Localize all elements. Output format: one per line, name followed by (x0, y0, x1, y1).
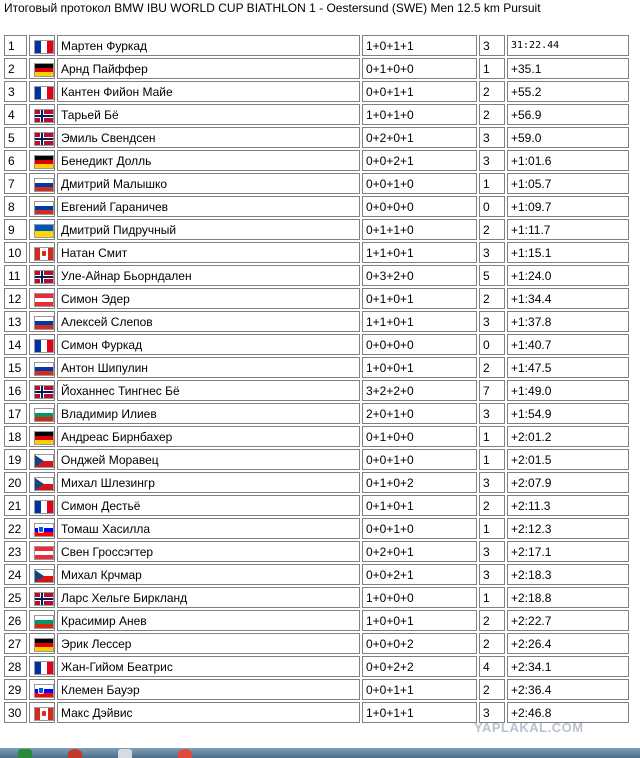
rank-cell: 27 (4, 633, 27, 654)
time-cell: +1:49.0 (507, 380, 629, 401)
misses-cell: 3 (479, 242, 505, 263)
athlete-name-cell: Йоханнес Тингнес Бё (57, 380, 360, 401)
rank-cell: 14 (4, 334, 27, 355)
athlete-name-cell: Тарьей Бё (57, 104, 360, 125)
time-cell: +2:46.8 (507, 702, 629, 723)
rank-cell: 25 (4, 587, 27, 608)
flag-no-icon (35, 110, 53, 122)
athlete-name-cell: Бенедикт Долль (57, 150, 360, 171)
athlete-name-cell: Антон Шипулин (57, 357, 360, 378)
rank-cell: 10 (4, 242, 27, 263)
flag-cell (29, 610, 55, 631)
shooting-cell: 0+3+2+0 (362, 265, 477, 286)
rank-cell: 9 (4, 219, 27, 240)
flag-cell (29, 334, 55, 355)
rank-cell: 15 (4, 357, 27, 378)
misses-cell: 3 (479, 702, 505, 723)
misses-cell: 1 (479, 58, 505, 79)
misses-cell: 7 (479, 380, 505, 401)
time-cell: +1:54.9 (507, 403, 629, 424)
table-row (4, 380, 629, 401)
table-row (4, 679, 629, 700)
flag-cz-icon (35, 455, 53, 467)
table-row (4, 311, 629, 332)
shooting-cell: 0+2+0+1 (362, 127, 477, 148)
rank-cell: 17 (4, 403, 27, 424)
flag-bg-icon (35, 409, 53, 421)
rank-cell: 21 (4, 495, 27, 516)
athlete-name-cell: Андреас Бирнбахер (57, 426, 360, 447)
flag-cell (29, 265, 55, 286)
rank-cell: 11 (4, 265, 27, 286)
flag-si-icon (35, 524, 53, 536)
taskbar-app-icon[interactable] (18, 749, 32, 758)
flag-cell (29, 495, 55, 516)
shooting-cell: 0+0+1+0 (362, 518, 477, 539)
watermark: YAPLAKAL.COM (474, 720, 584, 735)
rank-cell: 20 (4, 472, 27, 493)
table-row (4, 472, 629, 493)
table-row (4, 426, 629, 447)
rank-cell: 28 (4, 656, 27, 677)
time-cell: +2:12.3 (507, 518, 629, 539)
time-cell: +1:37.8 (507, 311, 629, 332)
flag-at-icon (35, 294, 53, 306)
flag-cell (29, 564, 55, 585)
shooting-cell: 1+0+0+1 (362, 357, 477, 378)
shooting-cell: 0+1+0+0 (362, 58, 477, 79)
shooting-cell: 3+2+2+0 (362, 380, 477, 401)
rank-cell: 4 (4, 104, 27, 125)
athlete-name-cell: Жан-Гийом Беатрис (57, 656, 360, 677)
flag-cell (29, 219, 55, 240)
table-row (4, 610, 629, 631)
flag-ru-icon (35, 179, 53, 191)
table-row (4, 173, 629, 194)
flag-cell (29, 104, 55, 125)
table-row (4, 403, 629, 424)
athlete-name-cell: Алексей Слепов (57, 311, 360, 332)
table-row (4, 242, 629, 263)
table-row (4, 495, 629, 516)
rank-cell: 16 (4, 380, 27, 401)
flag-cz-icon (35, 570, 53, 582)
shooting-cell: 1+1+0+1 (362, 242, 477, 263)
misses-cell: 0 (479, 196, 505, 217)
flag-cell (29, 127, 55, 148)
rank-cell: 19 (4, 449, 27, 470)
table-row (4, 196, 629, 217)
athlete-name-cell: Мартен Фуркад (57, 35, 360, 56)
athlete-name-cell: Симон Фуркад (57, 334, 360, 355)
shooting-cell: 0+1+1+0 (362, 219, 477, 240)
time-cell: +1:11.7 (507, 219, 629, 240)
athlete-name-cell: Симон Эдер (57, 288, 360, 309)
misses-cell: 2 (479, 610, 505, 631)
athlete-name-cell: Макс Дэйвис (57, 702, 360, 723)
time-cell: +1:24.0 (507, 265, 629, 286)
flag-cell (29, 426, 55, 447)
flag-cell (29, 679, 55, 700)
flag-cell (29, 541, 55, 562)
shooting-cell: 1+0+1+1 (362, 35, 477, 56)
flag-fr-icon (35, 41, 53, 53)
misses-cell: 3 (479, 403, 505, 424)
misses-cell: 0 (479, 334, 505, 355)
time-cell: +59.0 (507, 127, 629, 148)
athlete-name-cell: Михал Крчмар (57, 564, 360, 585)
shooting-cell: 1+0+1+1 (362, 702, 477, 723)
flag-ru-icon (35, 317, 53, 329)
athlete-name-cell: Дмитрий Малышко (57, 173, 360, 194)
time-cell: +2:34.1 (507, 656, 629, 677)
athlete-name-cell: Кантен Фийон Майе (57, 81, 360, 102)
rank-cell: 3 (4, 81, 27, 102)
table-row (4, 219, 629, 240)
shooting-cell: 0+0+0+0 (362, 196, 477, 217)
shooting-cell: 0+0+2+1 (362, 564, 477, 585)
flag-cell (29, 403, 55, 424)
table-row (4, 334, 629, 355)
flag-cz-icon (35, 478, 53, 490)
flag-cell (29, 449, 55, 470)
time-cell: +1:47.5 (507, 357, 629, 378)
time-cell: +2:26.4 (507, 633, 629, 654)
misses-cell: 2 (479, 219, 505, 240)
rank-cell: 7 (4, 173, 27, 194)
shooting-cell: 0+1+0+1 (362, 495, 477, 516)
flag-cell (29, 633, 55, 654)
rank-cell: 8 (4, 196, 27, 217)
flag-cell (29, 472, 55, 493)
taskbar-window-icon[interactable] (118, 749, 132, 758)
athlete-name-cell: Михал Шлезингр (57, 472, 360, 493)
shooting-cell: 0+0+1+1 (362, 679, 477, 700)
rank-cell: 24 (4, 564, 27, 585)
table-row (4, 357, 629, 378)
athlete-name-cell: Арнд Пайффер (57, 58, 360, 79)
misses-cell: 3 (479, 311, 505, 332)
flag-fr-icon (35, 501, 53, 513)
shooting-cell: 0+0+0+0 (362, 334, 477, 355)
flag-bg-icon (35, 616, 53, 628)
shooting-cell: 0+2+0+1 (362, 541, 477, 562)
flag-cell (29, 518, 55, 539)
flag-cell (29, 380, 55, 401)
rank-cell: 26 (4, 610, 27, 631)
rank-cell: 23 (4, 541, 27, 562)
shooting-cell: 1+1+0+1 (362, 311, 477, 332)
page-title: Итоговый протокол BMW IBU WORLD CUP BIATHLON 1 - Oestersund (SWE) Men 12.5 km Pursuit (4, 1, 541, 15)
rank-cell: 2 (4, 58, 27, 79)
shooting-cell: 0+0+1+1 (362, 81, 477, 102)
flag-at-icon (35, 547, 53, 559)
misses-cell: 2 (479, 679, 505, 700)
athlete-name-cell: Дмитрий Пидручный (57, 219, 360, 240)
flag-de-icon (35, 639, 53, 651)
table-row (4, 633, 629, 654)
misses-cell: 3 (479, 564, 505, 585)
misses-cell: 1 (479, 587, 505, 608)
time-cell: +2:18.8 (507, 587, 629, 608)
flag-no-icon (35, 593, 53, 605)
table-row (4, 564, 629, 585)
shooting-cell: 0+0+1+0 (362, 173, 477, 194)
flag-de-icon (35, 64, 53, 76)
flag-ru-icon (35, 202, 53, 214)
time-cell: +2:01.2 (507, 426, 629, 447)
time-cell: +1:05.7 (507, 173, 629, 194)
misses-cell: 2 (479, 104, 505, 125)
misses-cell: 3 (479, 541, 505, 562)
flag-no-icon (35, 386, 53, 398)
time-cell: +1:15.1 (507, 242, 629, 263)
athlete-name-cell: Томаш Хасилла (57, 518, 360, 539)
time-cell: +1:01.6 (507, 150, 629, 171)
misses-cell: 2 (479, 495, 505, 516)
flag-si-icon (35, 685, 53, 697)
taskbar (0, 748, 640, 758)
athlete-name-cell: Красимир Анев (57, 610, 360, 631)
athlete-name-cell: Эрик Лессер (57, 633, 360, 654)
misses-cell: 1 (479, 449, 505, 470)
shooting-cell: 0+1+0+2 (362, 472, 477, 493)
time-cell: +2:11.3 (507, 495, 629, 516)
table-row (4, 587, 629, 608)
table-row (4, 518, 629, 539)
flag-de-icon (35, 156, 53, 168)
athlete-name-cell: Симон Дестьё (57, 495, 360, 516)
table-row (4, 104, 629, 125)
flag-ca-icon (35, 248, 53, 260)
flag-cell (29, 587, 55, 608)
misses-cell: 4 (479, 656, 505, 677)
flag-cell (29, 288, 55, 309)
shooting-cell: 2+0+1+0 (362, 403, 477, 424)
time-cell: +2:17.1 (507, 541, 629, 562)
misses-cell: 2 (479, 357, 505, 378)
time-cell: +2:07.9 (507, 472, 629, 493)
shooting-cell: 1+0+0+1 (362, 610, 477, 631)
table-row (4, 127, 629, 148)
rank-cell: 13 (4, 311, 27, 332)
taskbar-browser-icon[interactable] (178, 749, 192, 758)
time-cell: +56.9 (507, 104, 629, 125)
misses-cell: 2 (479, 288, 505, 309)
time-cell: +35.1 (507, 58, 629, 79)
time-cell: +2:36.4 (507, 679, 629, 700)
rank-cell: 29 (4, 679, 27, 700)
flag-cell (29, 150, 55, 171)
time-cell: 31:22.44 (507, 35, 629, 56)
table-row (4, 541, 629, 562)
misses-cell: 5 (479, 265, 505, 286)
rank-cell: 5 (4, 127, 27, 148)
table-row (4, 150, 629, 171)
time-cell: +2:01.5 (507, 449, 629, 470)
flag-no-icon (35, 271, 53, 283)
flag-de-icon (35, 432, 53, 444)
time-cell: +2:18.3 (507, 564, 629, 585)
flag-cell (29, 242, 55, 263)
time-cell: +2:22.7 (507, 610, 629, 631)
rank-cell: 18 (4, 426, 27, 447)
athlete-name-cell: Эмиль Свендсен (57, 127, 360, 148)
rank-cell: 22 (4, 518, 27, 539)
results-table (2, 33, 631, 725)
table-row (4, 449, 629, 470)
athlete-name-cell: Уле-Айнар Бьорндален (57, 265, 360, 286)
flag-cell (29, 81, 55, 102)
table-row (4, 35, 629, 56)
time-cell: +1:40.7 (507, 334, 629, 355)
flag-cell (29, 357, 55, 378)
flag-cell (29, 58, 55, 79)
taskbar-opera-icon[interactable] (68, 749, 82, 758)
results-body (4, 35, 629, 723)
table-row (4, 58, 629, 79)
table-row (4, 81, 629, 102)
rank-cell: 12 (4, 288, 27, 309)
rank-cell: 30 (4, 702, 27, 723)
flag-fr-icon (35, 340, 53, 352)
flag-cell (29, 196, 55, 217)
shooting-cell: 0+0+2+2 (362, 656, 477, 677)
athlete-name-cell: Онджей Моравец (57, 449, 360, 470)
flag-ru-icon (35, 363, 53, 375)
flag-ca-icon (35, 708, 53, 720)
athlete-name-cell: Клемен Бауэр (57, 679, 360, 700)
misses-cell: 1 (479, 518, 505, 539)
misses-cell: 3 (479, 35, 505, 56)
flag-ua-icon (35, 225, 53, 237)
flag-cell (29, 35, 55, 56)
misses-cell: 1 (479, 426, 505, 447)
athlete-name-cell: Натан Смит (57, 242, 360, 263)
rank-cell: 1 (4, 35, 27, 56)
shooting-cell: 0+1+0+0 (362, 426, 477, 447)
flag-cell (29, 656, 55, 677)
flag-no-icon (35, 133, 53, 145)
misses-cell: 3 (479, 150, 505, 171)
shooting-cell: 1+0+1+0 (362, 104, 477, 125)
time-cell: +1:34.4 (507, 288, 629, 309)
misses-cell: 2 (479, 633, 505, 654)
time-cell: +1:09.7 (507, 196, 629, 217)
athlete-name-cell: Владимир Илиев (57, 403, 360, 424)
misses-cell: 3 (479, 472, 505, 493)
athlete-name-cell: Евгений Гараничев (57, 196, 360, 217)
table-row (4, 265, 629, 286)
flag-cell (29, 173, 55, 194)
time-cell: +55.2 (507, 81, 629, 102)
flag-cell (29, 702, 55, 723)
shooting-cell: 0+0+0+2 (362, 633, 477, 654)
table-row (4, 656, 629, 677)
shooting-cell: 1+0+0+0 (362, 587, 477, 608)
rank-cell: 6 (4, 150, 27, 171)
misses-cell: 1 (479, 173, 505, 194)
flag-fr-icon (35, 662, 53, 674)
shooting-cell: 0+0+1+0 (362, 449, 477, 470)
misses-cell: 3 (479, 127, 505, 148)
athlete-name-cell: Ларс Хельге Биркланд (57, 587, 360, 608)
flag-fr-icon (35, 87, 53, 99)
table-row (4, 288, 629, 309)
flag-cell (29, 311, 55, 332)
athlete-name-cell: Свен Гроссэгтер (57, 541, 360, 562)
shooting-cell: 0+0+2+1 (362, 150, 477, 171)
shooting-cell: 0+1+0+1 (362, 288, 477, 309)
misses-cell: 2 (479, 81, 505, 102)
